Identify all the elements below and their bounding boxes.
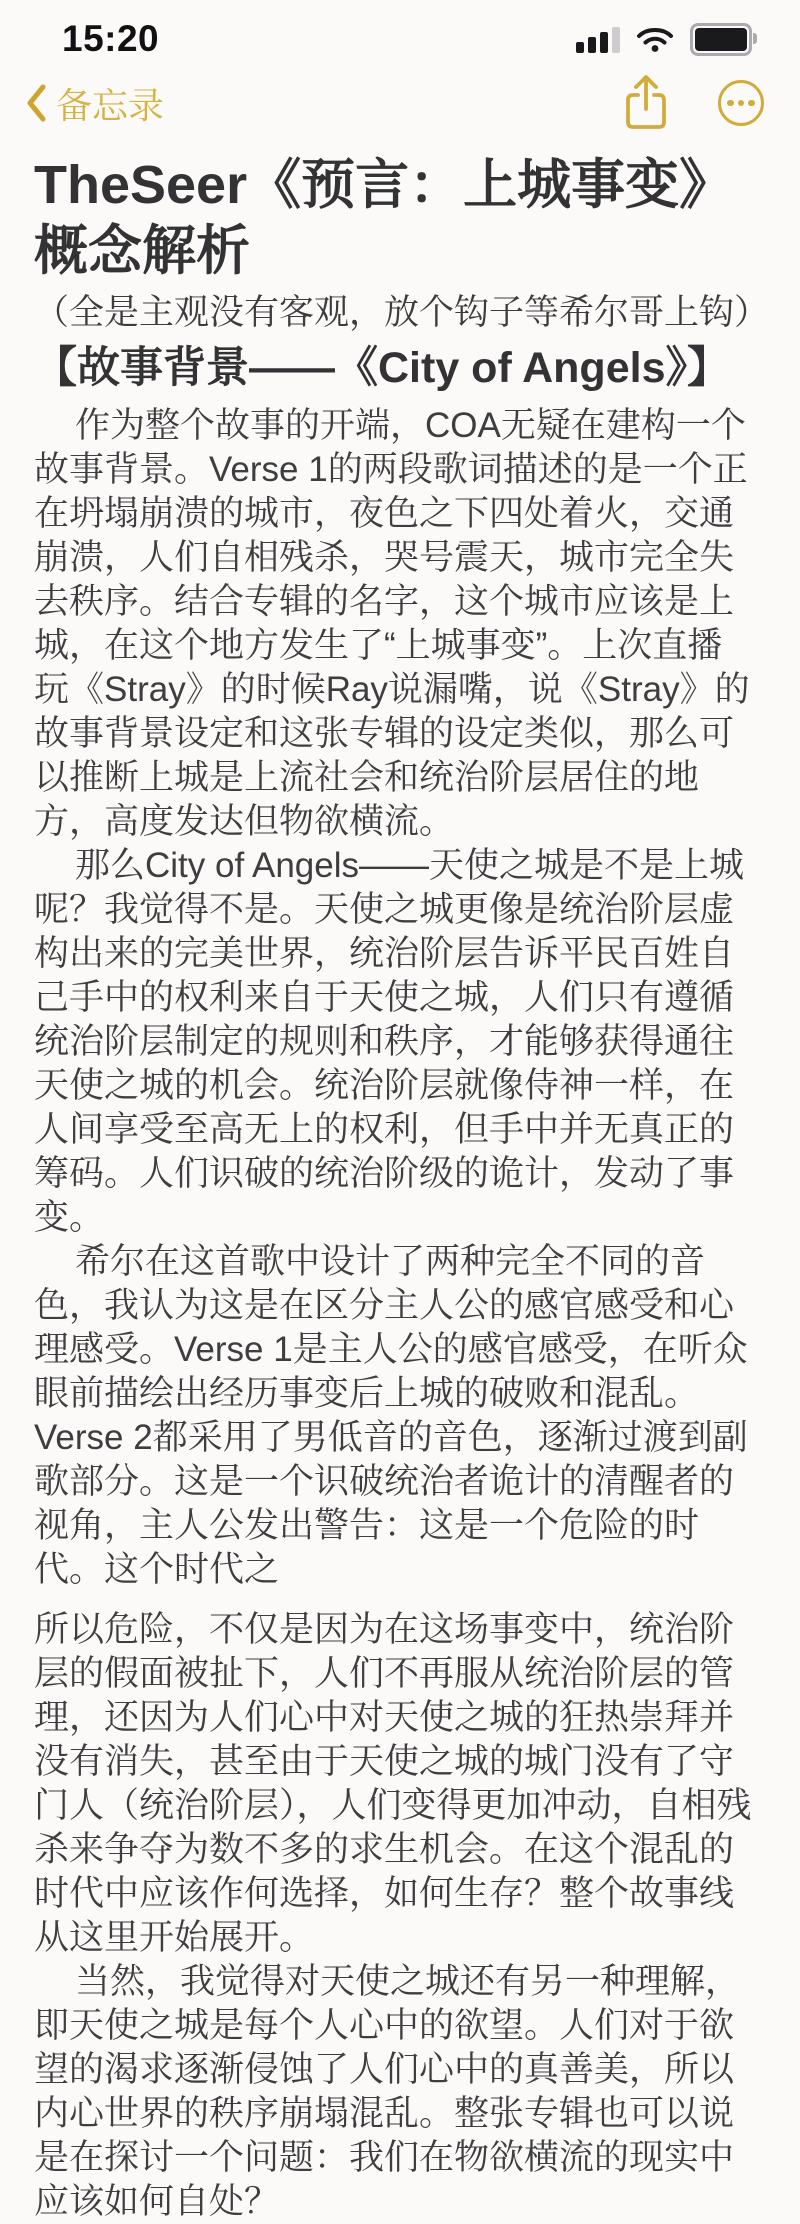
back-label: 备忘录 xyxy=(56,84,165,126)
share-button[interactable] xyxy=(622,73,670,133)
battery-icon xyxy=(690,23,752,56)
back-button[interactable] xyxy=(24,78,164,129)
status-icons xyxy=(576,23,752,56)
share-icon xyxy=(622,73,670,133)
note-title: TheSeer《预言：上城事变》概念解析 xyxy=(34,155,734,281)
paragraph-4: 所以危险，不仅是因为在这场事变中，统治阶层的假面被扯下，人们不再服从统治阶层的管理，还因为人们心中对天使之城的狂热崇拜并没有消失，甚至由于天使之城的城门没有了守门人（统治阶层），人们变得更加冲动，自相残杀来争夺为数不多的求生机会。在这个混乱的时代中应该作何选择，如何生存？整个故事线从这里开始展开。 xyxy=(34,1610,752,1957)
nav-actions xyxy=(622,73,764,133)
status-bar xyxy=(0,0,800,64)
paragraph-1: 作为整个故事的开端，COA无疑在建构一个故事背景。Verse 1的两段歌词描述的是一个正在坍塌崩溃的城市，夜色之下四处着火，交通崩溃，人们自相残杀，哭号震天，城市完全失去秩序。结合专辑的名字，这个城市应该是上城，在这个地方发生了“上城事变”。上次直播玩《Stray》的时候Ray说漏嘴，说《Stray》的故事背景设定和这张专辑的设定类似，那么可以推断上城是上流社会和统治阶层居住的地方，高度发达但物欲横流。 xyxy=(34,406,750,841)
section-heading: 【故事背景——《City of Angels》】 xyxy=(34,344,730,392)
wifi-icon xyxy=(636,25,674,53)
nav-bar xyxy=(0,64,800,130)
paragraph-2: 那么City of Angels——天使之城是不是上城呢？我觉得不是。天使之城更像是统治阶层虚构出来的完美世界，统治阶层告诉平民百姓自己手中的权利来自于天使之城，人们只有遵循统治阶层制定的规则和秩序，才能够获得通往天使之城的机会。统治阶层就像侍神一样，在人间享受至高无上的权利，但手中并无真正的筹码。人们识破的统治阶级的诡计，发动了事变。 xyxy=(34,846,744,1237)
paragraph-5: 当然，我觉得对天使之城还有另一种理解，即天使之城是每个人心中的欲望。人们对于欲望的渴求逐渐侵蚀了人们心中的真善美，所以内心世界的秩序崩塌混乱。整张专辑也可以说是在探讨一个问题：我们在物欲横流的现实中应该如何自处？ xyxy=(34,1962,741,2221)
clock-time: 15:20 xyxy=(62,18,160,59)
note-editor[interactable] xyxy=(0,130,800,2224)
note-subtitle: （全是主观没有客观，放个钩子等希尔哥上钩） xyxy=(34,293,770,332)
ellipsis-icon xyxy=(727,100,734,107)
chevron-left-icon xyxy=(24,83,48,123)
more-button[interactable] xyxy=(718,80,764,126)
cellular-signal-icon xyxy=(576,26,620,53)
paragraph-3: 希尔在这首歌中设计了两种完全不同的音色，我认为这是在区分主人公的感官感受和心理感受。Verse 1是主人公的感官感受，在听众眼前描绘出经历事变后上城的破败和混乱。Verse 2都采用了男低音的音色，逐渐过渡到副歌部分。这是一个识破统治者诡计的清醒者的视角，主人公发出警告：这是一个危险的时代。这个时代之 xyxy=(34,1242,748,1589)
